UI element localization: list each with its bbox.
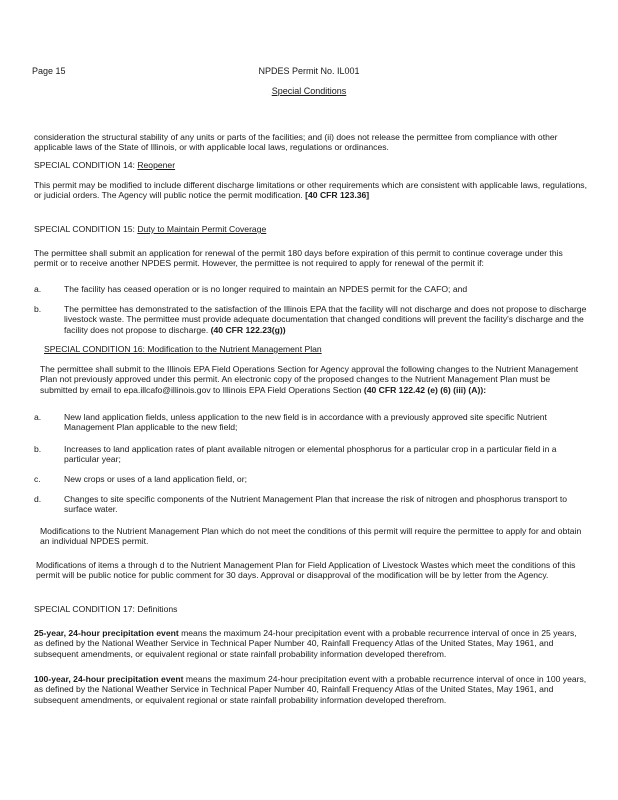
intro-paragraph: consideration the structural stability of any units or parts of the facilities; and (ii) does not release the permittee from compliance with other applicable laws of the State of Illinois, or with applicable local laws, regulations or ordinances. <box>34 132 558 153</box>
sc15-body: The permittee shall submit an application for renewal of the permit 180 days before expiration of this permit to continue coverage under this permit or to receive another NPDES permit. However, the permittee is not required to apply for renewal of the permit if: <box>34 248 563 269</box>
page-number: Page 15 <box>32 66 66 76</box>
sc16-paragraph-3: Modifications of items a through d to the Nutrient Management Plan for Field Application of Livestock Wastes which meet the conditions of this permit will be public notice for public comment for 30 days. Approval or disapproval of the modification will be by letter from the Agency. <box>36 560 576 581</box>
list-item-label: a. <box>34 284 42 294</box>
sc14-heading-title: Reopener <box>137 160 176 170</box>
list-item-label: d. <box>34 494 42 504</box>
sc16-citation: (40 CFR 122.42 (e) (6) (iii) (A)): <box>363 384 487 395</box>
sc17-heading-prefix: SPECIAL CONDITION 17: <box>34 604 138 614</box>
sc16-body <box>40 364 588 395</box>
section-title: Special Conditions <box>271 86 347 96</box>
sc14-citation: [40 CFR 123.36] <box>305 190 370 201</box>
definition-text: means the maximum 24-hour precipitation event with a probable recurrence interval of once in 100 years, as defined by the National Weather Service in Technical Paper Number 40, Rainfall Frequency Atlas of the United States, May 1961, and subsequent amendments, or equivalent regional or state rainfall probability information developed therefrom. <box>34 674 587 705</box>
list-item-label: b. <box>34 304 42 314</box>
list-item-label: a. <box>34 412 42 422</box>
definition-100-year <box>34 674 588 705</box>
sc17-heading-title: Definitions <box>137 604 178 614</box>
sc14-heading <box>34 160 588 170</box>
list-item-text: The permittee has demonstrated to the satisfaction of the Illinois EPA that the facility will not discharge and does not propose to discharge livestock waste. The permittee must provide adequate documentation that changed conditions will prevent the facility's discharge and the facility does not propose to discharge. <box>64 304 587 335</box>
definition-25-year <box>34 628 588 659</box>
list-item-text-wrapper <box>64 304 588 335</box>
sc16-paragraph-2: Modifications to the Nutrient Management Plan which do not meet the conditions of this permit will require the permittee to apply for and obtain an individual NPDES permit. <box>40 526 582 547</box>
sc15-heading <box>34 224 588 234</box>
definition-term: 25-year, 24-hour precipitation event <box>34 628 179 638</box>
list-item-text: Increases to land application rates of plant available nitrogen or elemental phosphorus for a particular crop in a particular field in a particular year; <box>64 444 557 465</box>
sc16-heading-title: Modification to the Nutrient Management Plan <box>147 344 322 354</box>
sc17-heading <box>34 604 588 614</box>
definition-text: means the maximum 24-hour precipitation event with a probable recurrence interval of once in 25 years, as defined by the National Weather Service in Technical Paper Number 40, Rainfall Frequency Atlas of the United States, May 1961, and subsequent amendments, or equivalent regional or state rainfall probability information developed therefrom. <box>34 628 577 659</box>
definition-term: 100-year, 24-hour precipitation event <box>34 674 184 684</box>
sc16-heading <box>44 344 598 354</box>
list-item-text: New crops or uses of a land application field, or; <box>64 474 247 484</box>
list-item-text: The facility has ceased operation or is no longer required to maintain an NPDES permit for the CAFO; and <box>64 284 468 294</box>
list-item-text: Changes to site specific components of the Nutrient Management Plan that increase the risk of nitrogen and phosphorus transport to surface water. <box>64 494 568 515</box>
list-item-label: c. <box>34 474 41 484</box>
permit-title: NPDES Permit No. IL001 <box>258 66 360 76</box>
sc14-body-text: This permit may be modified to include different discharge limitations or other requirements which are consistent with applicable laws, regulations, or judicial orders. The Agency will public notice the permit modification. <box>34 180 587 201</box>
sc14-body <box>34 180 588 201</box>
sc15-heading-title: Duty to Maintain Permit Coverage <box>137 224 267 234</box>
sc16-body-text: The permittee shall submit to the Illinois EPA Field Operations Section for Agency approval the following changes to the Nutrient Management Plan not previously approved under this permit. An electronic copy of the proposed changes to the Nutrient Management Plan must be submitted by email to epa.illcafo@illinois.gov to Illinois EPA Field Operations Section <box>40 364 579 395</box>
sc16-heading-prefix: SPECIAL CONDITION 16: <box>44 344 148 354</box>
list-item-text: New land application fields, unless application to the new field is in accordance with a previously approved site specific Nutrient Management Plan applicable to the new field; <box>64 412 547 433</box>
sc15-citation: (40 CFR 122.23(g)) <box>210 324 286 335</box>
sc14-heading-prefix: SPECIAL CONDITION 14: <box>34 160 138 170</box>
list-item-label: b. <box>34 444 42 454</box>
sc15-heading-prefix: SPECIAL CONDITION 15: <box>34 224 138 234</box>
